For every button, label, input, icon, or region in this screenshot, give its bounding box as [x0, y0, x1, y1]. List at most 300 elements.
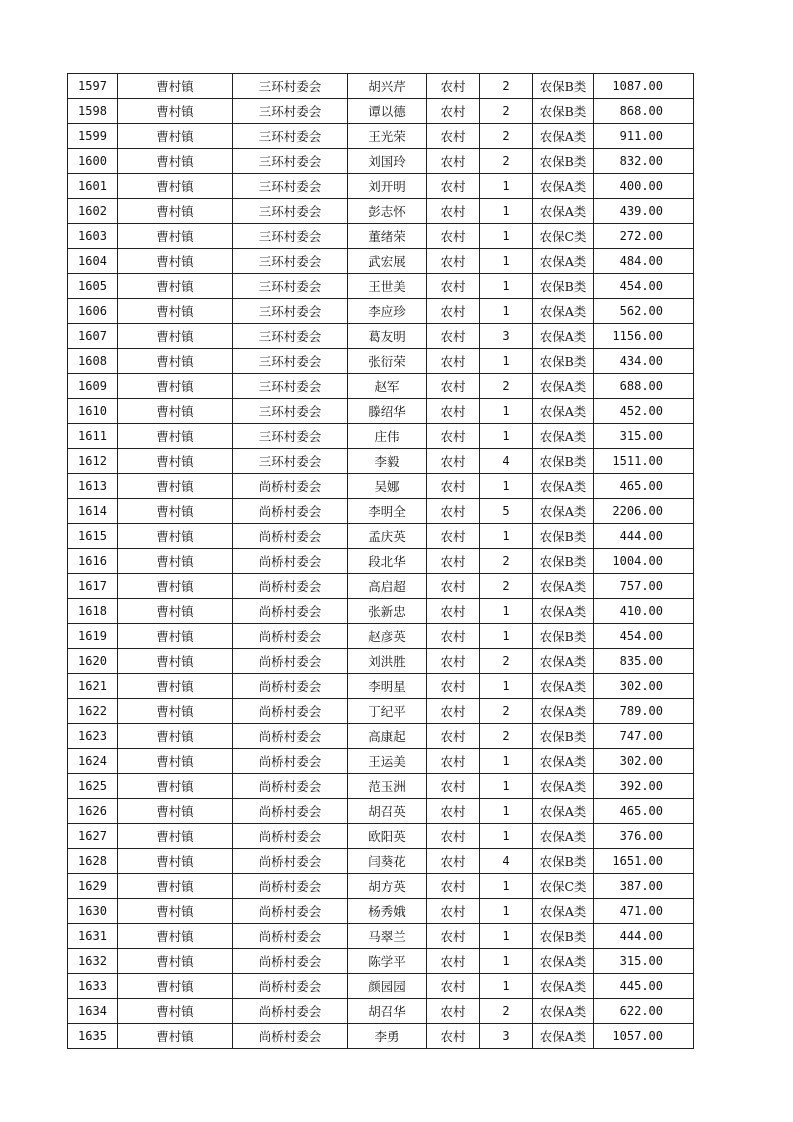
village-committee-cell: 尚桥村委会	[233, 549, 348, 574]
household-type-cell: 农村	[427, 249, 480, 274]
person-name-cell: 吴娜	[348, 474, 427, 499]
amount-cell: 484.00	[594, 249, 694, 274]
household-type-cell: 农村	[427, 974, 480, 999]
insurance-category-cell: 农保A类	[533, 199, 594, 224]
household-type-cell: 农村	[427, 174, 480, 199]
town-cell: 曹村镇	[118, 724, 233, 749]
household-type-cell: 农村	[427, 74, 480, 99]
village-committee-cell: 尚桥村委会	[233, 474, 348, 499]
record-number-cell: 1601	[68, 174, 118, 199]
amount-cell: 315.00	[594, 949, 694, 974]
record-number-cell: 1604	[68, 249, 118, 274]
table-row	[68, 374, 694, 399]
table-row	[68, 349, 694, 374]
village-committee-cell: 尚桥村委会	[233, 849, 348, 874]
member-count-cell: 1	[480, 824, 533, 849]
household-type-cell: 农村	[427, 924, 480, 949]
person-name-cell: 刘开明	[348, 174, 427, 199]
household-type-cell: 农村	[427, 224, 480, 249]
town-cell: 曹村镇	[118, 124, 233, 149]
table-row	[68, 824, 694, 849]
insurance-category-cell: 农保B类	[533, 274, 594, 299]
table-row	[68, 799, 694, 824]
household-type-cell: 农村	[427, 524, 480, 549]
insurance-category-cell: 农保A类	[533, 774, 594, 799]
village-committee-cell: 尚桥村委会	[233, 974, 348, 999]
person-name-cell: 彭志怀	[348, 199, 427, 224]
person-name-cell: 杨秀娥	[348, 899, 427, 924]
member-count-cell: 1	[480, 599, 533, 624]
village-committee-cell: 尚桥村委会	[233, 749, 348, 774]
amount-cell: 789.00	[594, 699, 694, 724]
village-committee-cell: 三环村委会	[233, 224, 348, 249]
member-count-cell: 3	[480, 1024, 533, 1049]
insurance-category-cell: 农保C类	[533, 224, 594, 249]
person-name-cell: 高康起	[348, 724, 427, 749]
insurance-category-cell: 农保B类	[533, 74, 594, 99]
amount-cell: 868.00	[594, 99, 694, 124]
table-row	[68, 1024, 694, 1049]
household-type-cell: 农村	[427, 649, 480, 674]
member-count-cell: 1	[480, 349, 533, 374]
amount-cell: 387.00	[594, 874, 694, 899]
record-number-cell: 1628	[68, 849, 118, 874]
member-count-cell: 2	[480, 724, 533, 749]
insurance-category-cell: 农保A类	[533, 899, 594, 924]
person-name-cell: 庄伟	[348, 424, 427, 449]
village-committee-cell: 尚桥村委会	[233, 649, 348, 674]
town-cell: 曹村镇	[118, 549, 233, 574]
town-cell: 曹村镇	[118, 774, 233, 799]
town-cell: 曹村镇	[118, 399, 233, 424]
amount-cell: 302.00	[594, 749, 694, 774]
table-row	[68, 574, 694, 599]
household-type-cell: 农村	[427, 149, 480, 174]
record-number-cell: 1621	[68, 674, 118, 699]
household-type-cell: 农村	[427, 274, 480, 299]
amount-cell: 688.00	[594, 374, 694, 399]
amount-cell: 454.00	[594, 624, 694, 649]
table-row	[68, 874, 694, 899]
amount-cell: 439.00	[594, 199, 694, 224]
amount-cell: 1057.00	[594, 1024, 694, 1049]
amount-cell: 747.00	[594, 724, 694, 749]
table-row	[68, 424, 694, 449]
member-count-cell: 1	[480, 749, 533, 774]
record-number-cell: 1611	[68, 424, 118, 449]
town-cell: 曹村镇	[118, 924, 233, 949]
amount-cell: 315.00	[594, 424, 694, 449]
town-cell: 曹村镇	[118, 349, 233, 374]
person-name-cell: 李毅	[348, 449, 427, 474]
record-number-cell: 1612	[68, 449, 118, 474]
household-type-cell: 农村	[427, 624, 480, 649]
record-number-cell: 1599	[68, 124, 118, 149]
insurance-category-cell: 农保A类	[533, 674, 594, 699]
insurance-category-cell: 农保B类	[533, 524, 594, 549]
insurance-category-cell: 农保A类	[533, 399, 594, 424]
table-row	[68, 474, 694, 499]
member-count-cell: 2	[480, 999, 533, 1024]
member-count-cell: 1	[480, 399, 533, 424]
village-committee-cell: 尚桥村委会	[233, 899, 348, 924]
village-committee-cell: 尚桥村委会	[233, 924, 348, 949]
village-committee-cell: 尚桥村委会	[233, 1024, 348, 1049]
table-row	[68, 599, 694, 624]
amount-cell: 1651.00	[594, 849, 694, 874]
member-count-cell: 1	[480, 274, 533, 299]
table-row	[68, 499, 694, 524]
person-name-cell: 丁纪平	[348, 699, 427, 724]
record-number-cell: 1634	[68, 999, 118, 1024]
table-row	[68, 999, 694, 1024]
table-row	[68, 624, 694, 649]
insurance-category-cell: 农保A类	[533, 499, 594, 524]
household-type-cell: 农村	[427, 724, 480, 749]
record-number-cell: 1606	[68, 299, 118, 324]
table-row	[68, 274, 694, 299]
record-number-cell: 1607	[68, 324, 118, 349]
record-number-cell: 1610	[68, 399, 118, 424]
person-name-cell: 孟庆英	[348, 524, 427, 549]
village-committee-cell: 三环村委会	[233, 424, 348, 449]
village-committee-cell: 尚桥村委会	[233, 824, 348, 849]
member-count-cell: 1	[480, 624, 533, 649]
household-type-cell: 农村	[427, 474, 480, 499]
member-count-cell: 2	[480, 574, 533, 599]
insurance-category-cell: 农保A类	[533, 374, 594, 399]
household-type-cell: 农村	[427, 374, 480, 399]
member-count-cell: 1	[480, 974, 533, 999]
insurance-category-cell: 农保B类	[533, 724, 594, 749]
amount-cell: 2206.00	[594, 499, 694, 524]
person-name-cell: 高启超	[348, 574, 427, 599]
village-committee-cell: 尚桥村委会	[233, 524, 348, 549]
insurance-category-cell: 农保B类	[533, 349, 594, 374]
village-committee-cell: 三环村委会	[233, 374, 348, 399]
town-cell: 曹村镇	[118, 749, 233, 774]
member-count-cell: 2	[480, 74, 533, 99]
record-number-cell: 1613	[68, 474, 118, 499]
person-name-cell: 陈学平	[348, 949, 427, 974]
record-number-cell: 1618	[68, 599, 118, 624]
town-cell: 曹村镇	[118, 849, 233, 874]
household-type-cell: 农村	[427, 199, 480, 224]
person-name-cell: 董绪荣	[348, 224, 427, 249]
insurance-category-cell: 农保B类	[533, 549, 594, 574]
town-cell: 曹村镇	[118, 99, 233, 124]
amount-cell: 434.00	[594, 349, 694, 374]
household-type-cell: 农村	[427, 874, 480, 899]
member-count-cell: 1	[480, 174, 533, 199]
amount-cell: 465.00	[594, 474, 694, 499]
record-number-cell: 1627	[68, 824, 118, 849]
person-name-cell: 胡兴芹	[348, 74, 427, 99]
person-name-cell: 谭以德	[348, 99, 427, 124]
town-cell: 曹村镇	[118, 249, 233, 274]
table-row	[68, 249, 694, 274]
record-number-cell: 1603	[68, 224, 118, 249]
member-count-cell: 1	[480, 524, 533, 549]
town-cell: 曹村镇	[118, 674, 233, 699]
village-committee-cell: 三环村委会	[233, 99, 348, 124]
amount-cell: 471.00	[594, 899, 694, 924]
table-row	[68, 99, 694, 124]
town-cell: 曹村镇	[118, 74, 233, 99]
record-number-cell: 1614	[68, 499, 118, 524]
person-name-cell: 李明全	[348, 499, 427, 524]
amount-cell: 444.00	[594, 524, 694, 549]
record-number-cell: 1622	[68, 699, 118, 724]
village-committee-cell: 三环村委会	[233, 199, 348, 224]
person-name-cell: 滕绍华	[348, 399, 427, 424]
insurance-category-cell: 农保A类	[533, 324, 594, 349]
person-name-cell: 段北华	[348, 549, 427, 574]
record-number-cell: 1605	[68, 274, 118, 299]
village-committee-cell: 三环村委会	[233, 324, 348, 349]
person-name-cell: 张衍荣	[348, 349, 427, 374]
village-committee-cell: 三环村委会	[233, 124, 348, 149]
village-committee-cell: 尚桥村委会	[233, 999, 348, 1024]
household-type-cell: 农村	[427, 424, 480, 449]
table-row	[68, 949, 694, 974]
insurance-category-cell: 农保A类	[533, 249, 594, 274]
household-type-cell: 农村	[427, 1024, 480, 1049]
town-cell: 曹村镇	[118, 424, 233, 449]
household-type-cell: 农村	[427, 499, 480, 524]
village-committee-cell: 三环村委会	[233, 399, 348, 424]
person-name-cell: 王世美	[348, 274, 427, 299]
record-number-cell: 1600	[68, 149, 118, 174]
roster-table	[67, 73, 694, 1049]
amount-cell: 272.00	[594, 224, 694, 249]
insurance-category-cell: 农保B类	[533, 449, 594, 474]
table-row	[68, 774, 694, 799]
town-cell: 曹村镇	[118, 474, 233, 499]
member-count-cell: 1	[480, 224, 533, 249]
person-name-cell: 胡方英	[348, 874, 427, 899]
town-cell: 曹村镇	[118, 449, 233, 474]
person-name-cell: 张新忠	[348, 599, 427, 624]
record-number-cell: 1623	[68, 724, 118, 749]
member-count-cell: 1	[480, 249, 533, 274]
member-count-cell: 5	[480, 499, 533, 524]
record-number-cell: 1616	[68, 549, 118, 574]
village-committee-cell: 三环村委会	[233, 174, 348, 199]
table-row	[68, 899, 694, 924]
table-row	[68, 149, 694, 174]
town-cell: 曹村镇	[118, 999, 233, 1024]
table-row	[68, 699, 694, 724]
table-row	[68, 174, 694, 199]
town-cell: 曹村镇	[118, 149, 233, 174]
household-type-cell: 农村	[427, 124, 480, 149]
insurance-category-cell: 农保A类	[533, 799, 594, 824]
table-row	[68, 924, 694, 949]
record-number-cell: 1635	[68, 1024, 118, 1049]
household-type-cell: 农村	[427, 799, 480, 824]
table-row	[68, 449, 694, 474]
person-name-cell: 刘国玲	[348, 149, 427, 174]
record-number-cell: 1617	[68, 574, 118, 599]
member-count-cell: 1	[480, 949, 533, 974]
insurance-category-cell: 农保A类	[533, 124, 594, 149]
village-committee-cell: 尚桥村委会	[233, 674, 348, 699]
table-row	[68, 724, 694, 749]
record-number-cell: 1598	[68, 99, 118, 124]
table-row	[68, 524, 694, 549]
village-committee-cell: 三环村委会	[233, 249, 348, 274]
record-number-cell: 1633	[68, 974, 118, 999]
town-cell: 曹村镇	[118, 824, 233, 849]
town-cell: 曹村镇	[118, 499, 233, 524]
amount-cell: 562.00	[594, 299, 694, 324]
person-name-cell: 武宏展	[348, 249, 427, 274]
village-committee-cell: 尚桥村委会	[233, 624, 348, 649]
household-type-cell: 农村	[427, 999, 480, 1024]
village-committee-cell: 尚桥村委会	[233, 599, 348, 624]
person-name-cell: 刘洪胜	[348, 649, 427, 674]
member-count-cell: 2	[480, 374, 533, 399]
village-committee-cell: 三环村委会	[233, 149, 348, 174]
amount-cell: 832.00	[594, 149, 694, 174]
member-count-cell: 2	[480, 149, 533, 174]
table-row	[68, 299, 694, 324]
town-cell: 曹村镇	[118, 699, 233, 724]
member-count-cell: 2	[480, 649, 533, 674]
village-committee-cell: 三环村委会	[233, 349, 348, 374]
member-count-cell: 1	[480, 299, 533, 324]
person-name-cell: 李明星	[348, 674, 427, 699]
town-cell: 曹村镇	[118, 299, 233, 324]
record-number-cell: 1602	[68, 199, 118, 224]
person-name-cell: 赵彦英	[348, 624, 427, 649]
person-name-cell: 李应珍	[348, 299, 427, 324]
town-cell: 曹村镇	[118, 174, 233, 199]
person-name-cell: 胡召华	[348, 999, 427, 1024]
member-count-cell: 2	[480, 549, 533, 574]
insurance-category-cell: 农保A类	[533, 949, 594, 974]
town-cell: 曹村镇	[118, 199, 233, 224]
member-count-cell: 3	[480, 324, 533, 349]
insurance-category-cell: 农保A类	[533, 474, 594, 499]
town-cell: 曹村镇	[118, 599, 233, 624]
town-cell: 曹村镇	[118, 624, 233, 649]
record-number-cell: 1619	[68, 624, 118, 649]
roster-body	[68, 74, 694, 1049]
table-row	[68, 224, 694, 249]
record-number-cell: 1609	[68, 374, 118, 399]
table-row	[68, 649, 694, 674]
person-name-cell: 欧阳英	[348, 824, 427, 849]
table-row	[68, 849, 694, 874]
town-cell: 曹村镇	[118, 374, 233, 399]
record-number-cell: 1631	[68, 924, 118, 949]
household-type-cell: 农村	[427, 449, 480, 474]
household-type-cell: 农村	[427, 399, 480, 424]
amount-cell: 911.00	[594, 124, 694, 149]
person-name-cell: 颜园园	[348, 974, 427, 999]
record-number-cell: 1615	[68, 524, 118, 549]
village-committee-cell: 三环村委会	[233, 299, 348, 324]
table-row	[68, 124, 694, 149]
insurance-category-cell: 农保B类	[533, 924, 594, 949]
insurance-category-cell: 农保B类	[533, 849, 594, 874]
insurance-category-cell: 农保A类	[533, 649, 594, 674]
town-cell: 曹村镇	[118, 524, 233, 549]
insurance-category-cell: 农保A类	[533, 974, 594, 999]
village-committee-cell: 尚桥村委会	[233, 499, 348, 524]
person-name-cell: 王光荣	[348, 124, 427, 149]
person-name-cell: 李勇	[348, 1024, 427, 1049]
amount-cell: 1511.00	[594, 449, 694, 474]
member-count-cell: 2	[480, 699, 533, 724]
member-count-cell: 1	[480, 674, 533, 699]
village-committee-cell: 尚桥村委会	[233, 699, 348, 724]
amount-cell: 400.00	[594, 174, 694, 199]
member-count-cell: 1	[480, 799, 533, 824]
record-number-cell: 1632	[68, 949, 118, 974]
household-type-cell: 农村	[427, 349, 480, 374]
insurance-category-cell: 农保A类	[533, 424, 594, 449]
household-type-cell: 农村	[427, 949, 480, 974]
amount-cell: 1156.00	[594, 324, 694, 349]
insurance-category-cell: 农保A类	[533, 1024, 594, 1049]
town-cell: 曹村镇	[118, 274, 233, 299]
insurance-category-cell: 农保A类	[533, 174, 594, 199]
member-count-cell: 1	[480, 924, 533, 949]
record-number-cell: 1608	[68, 349, 118, 374]
insurance-category-cell: 农保A类	[533, 599, 594, 624]
insurance-category-cell: 农保A类	[533, 699, 594, 724]
insurance-category-cell: 农保A类	[533, 824, 594, 849]
town-cell: 曹村镇	[118, 574, 233, 599]
person-name-cell: 葛友明	[348, 324, 427, 349]
village-committee-cell: 三环村委会	[233, 449, 348, 474]
household-type-cell: 农村	[427, 599, 480, 624]
insurance-category-cell: 农保C类	[533, 874, 594, 899]
record-number-cell: 1620	[68, 649, 118, 674]
person-name-cell: 王运美	[348, 749, 427, 774]
town-cell: 曹村镇	[118, 974, 233, 999]
town-cell: 曹村镇	[118, 799, 233, 824]
household-type-cell: 农村	[427, 849, 480, 874]
amount-cell: 376.00	[594, 824, 694, 849]
amount-cell: 835.00	[594, 649, 694, 674]
record-number-cell: 1626	[68, 799, 118, 824]
village-committee-cell: 尚桥村委会	[233, 774, 348, 799]
household-type-cell: 农村	[427, 674, 480, 699]
town-cell: 曹村镇	[118, 324, 233, 349]
table-row	[68, 674, 694, 699]
household-type-cell: 农村	[427, 574, 480, 599]
table-row	[68, 974, 694, 999]
person-name-cell: 马翠兰	[348, 924, 427, 949]
member-count-cell: 1	[480, 774, 533, 799]
member-count-cell: 4	[480, 849, 533, 874]
table-row	[68, 399, 694, 424]
village-committee-cell: 三环村委会	[233, 74, 348, 99]
village-committee-cell: 尚桥村委会	[233, 874, 348, 899]
table-row	[68, 74, 694, 99]
town-cell: 曹村镇	[118, 949, 233, 974]
member-count-cell: 4	[480, 449, 533, 474]
member-count-cell: 2	[480, 99, 533, 124]
insurance-category-cell: 农保A类	[533, 749, 594, 774]
member-count-cell: 1	[480, 899, 533, 924]
village-committee-cell: 三环村委会	[233, 274, 348, 299]
insurance-category-cell: 农保A类	[533, 574, 594, 599]
